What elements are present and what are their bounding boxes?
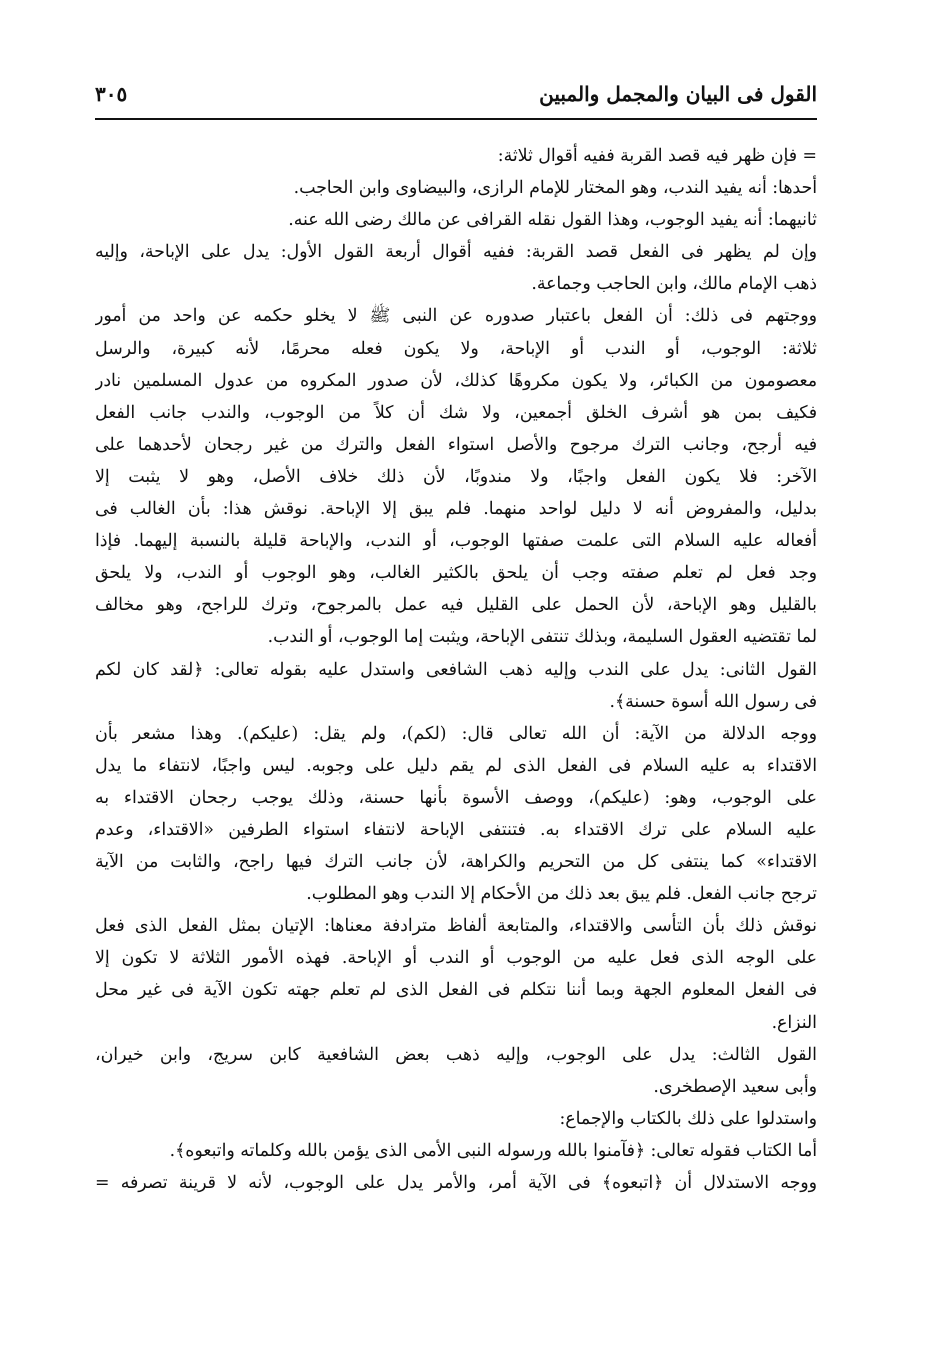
text-line: عليه السلام على ترك الاقتداء به. فتنتفى الإباحة لانتفاء استواء الطرفين «الاقتداء، وعدم [95, 819, 817, 840]
text-line: بدليل، والمفروض أنه لا دليل لواحد منهما. فلم يبق إلا الإباحة. نوقش هذا: بأن الغالب فى [95, 499, 817, 520]
text-line: على الوجه الذى فعل عليه من الوجوب أو الندب أو الإباحة. فهذه الأمور الثلاثة لا تكون إلا [95, 948, 817, 969]
text-line: معصومون من الكبائر، ولا يكون مكروهًا كذلك، لأن صدور المكروه من عدول المسلمين نادر [95, 370, 817, 391]
text-line: الآخر: فلا يكون الفعل واجبًا، ولا مندوبًا، لأن ذلك خلاف الأصل، وهو لا يثبت إلا [95, 466, 817, 487]
text-line: أفعاله عليه السلام التى علمت صفتها الوجوب، أو الندب، والإباحة قليلة بالنسبة إليهما. فإذا [95, 531, 817, 552]
running-title: القول فى البيان والمجمل والمبين [539, 82, 817, 106]
body-text [95, 140, 817, 1199]
text-line: ووجه الدلالة من الآية: أن الله تعالى قال: (لكم)، ولم يقل: (عليكم). وهذا مشعر بأن [95, 723, 817, 744]
text-line: لما تقتضيه العقول السليمة، وبذلك تنتفى الإباحة، ويثبت إما الوجوب، أو الندب. [267, 627, 817, 648]
text-line: فى رسول الله أسوة حسنة﴾. [609, 691, 817, 712]
text-line: ثانيهما: أنه يفيد الوجوب، وهذا القول نقله القرافى عن مالك رضى الله عنه. [288, 210, 817, 231]
text-line: أما الكتاب فقوله تعالى: ﴿فآمنوا بالله ورسوله النبى الأمى الذى يؤمن بالله وكلماته واتبعوه﴾. [169, 1140, 817, 1161]
text-line: الاقتداء به عليه السلام فى الفعل الذى لم يقم دليل على وجوبه. ليس واجبًا، لانتفاء ما يدل [95, 755, 817, 776]
text-line: النزاع. [771, 1012, 817, 1033]
text-line: ووجه الاستدلال أن ﴿اتبعوه﴾ فى الآية أمر، والأمر يدل على الوجوب، لأنه لا قرينة تصرفه = [95, 1173, 817, 1193]
text-line: وإن لم يظهر فى الفعل قصد القربة: ففيه أقوال أربعة القول الأول: يدل على الإباحة، وإليه [95, 242, 817, 263]
text-line: فكيف بمن هو أشرف الخلق أجمعين، ولا شك أن كلاً من الوجوب، والندب جانب الفعل [95, 402, 817, 423]
text-line: ثلاثة: الوجوب، أو الندب أو الإباحة، ولا يكون فعله محرمًا، لأنه كبيرة، والرسل [95, 338, 817, 359]
text-line: = فإن ظهر فيه قصد القربة ففيه أقوال ثلاثة: [497, 146, 817, 166]
text-line: الاقتداء» كما ينتفى كل من التحريم والكراهة، لأن جانب الترك فيها راجح، والثابت من الآية [95, 852, 817, 873]
text-line: فى الفعل المعلوم الجهة وبما أننا نتكلم فى الفعل الذى لم تعلم جهته تكون الآية فى غير محل [95, 980, 817, 1001]
text-line: القول الثانى: يدل على الندب وإليه ذهب الشافعى واستدل عليه بقوله تعالى: ﴿لقد كان لكم [95, 659, 817, 680]
text-line: وجد فعل لم تعلم صفته وجب أن يلحق بالكثير الغالب، وهو الوجوب أو الندب، ولا يلحق [95, 563, 817, 584]
text-line: على الوجوب، وهو: (عليكم)، ووصف الأسوة بأنها حسنة، وذلك يوجب رجحان الاقتداء به [95, 787, 817, 808]
page-header [95, 76, 817, 120]
text-line: ترجح جانب الفعل. فلم يبق بعد ذلك من الأحكام إلا الندب وهو المطلوب. [306, 884, 817, 905]
text-line: ذهب الإمام مالك، وابن الحاجب وجماعة. [531, 274, 817, 295]
text-line: فيه أرجح، وجانب الترك مرجوح والأصل استواء الفعل والترك من غير رجحان لأحدهما على [95, 434, 817, 455]
text-line: ووجتهم فى ذلك: أن الفعل باعتبار صدوره عن النبى ﷺ لا يخلو حكمه عن واحد من أمور [95, 306, 817, 327]
text-line: واستدلوا على ذلك بالكتاب والإجماع: [559, 1108, 817, 1129]
text-line: أحدها: أنه يفيد الندب، وهو المختار للإمام الرازى، والبيضاوى وابن الحاجب. [293, 178, 817, 199]
page-number: ٣٠٥ [95, 82, 128, 106]
text-line: القول الثالث: يدل على الوجوب، وإليه ذهب بعض الشافعية كابن سريج، وابن خيران، [95, 1044, 817, 1065]
text-line: وأبى سعيد الإصطخرى. [653, 1076, 817, 1097]
text-line: نوقش ذلك بأن التأسى والاقتداء، والمتابعة ألفاظ مترادفة معناها: الإتيان بمثل الفعل الذى فعل [95, 916, 817, 937]
text-line: بالقليل وهو الإباحة، لأن الحمل على القليل فيه عمل بالمرجوح، وترك للراجح، وهو مخالف [95, 595, 817, 616]
